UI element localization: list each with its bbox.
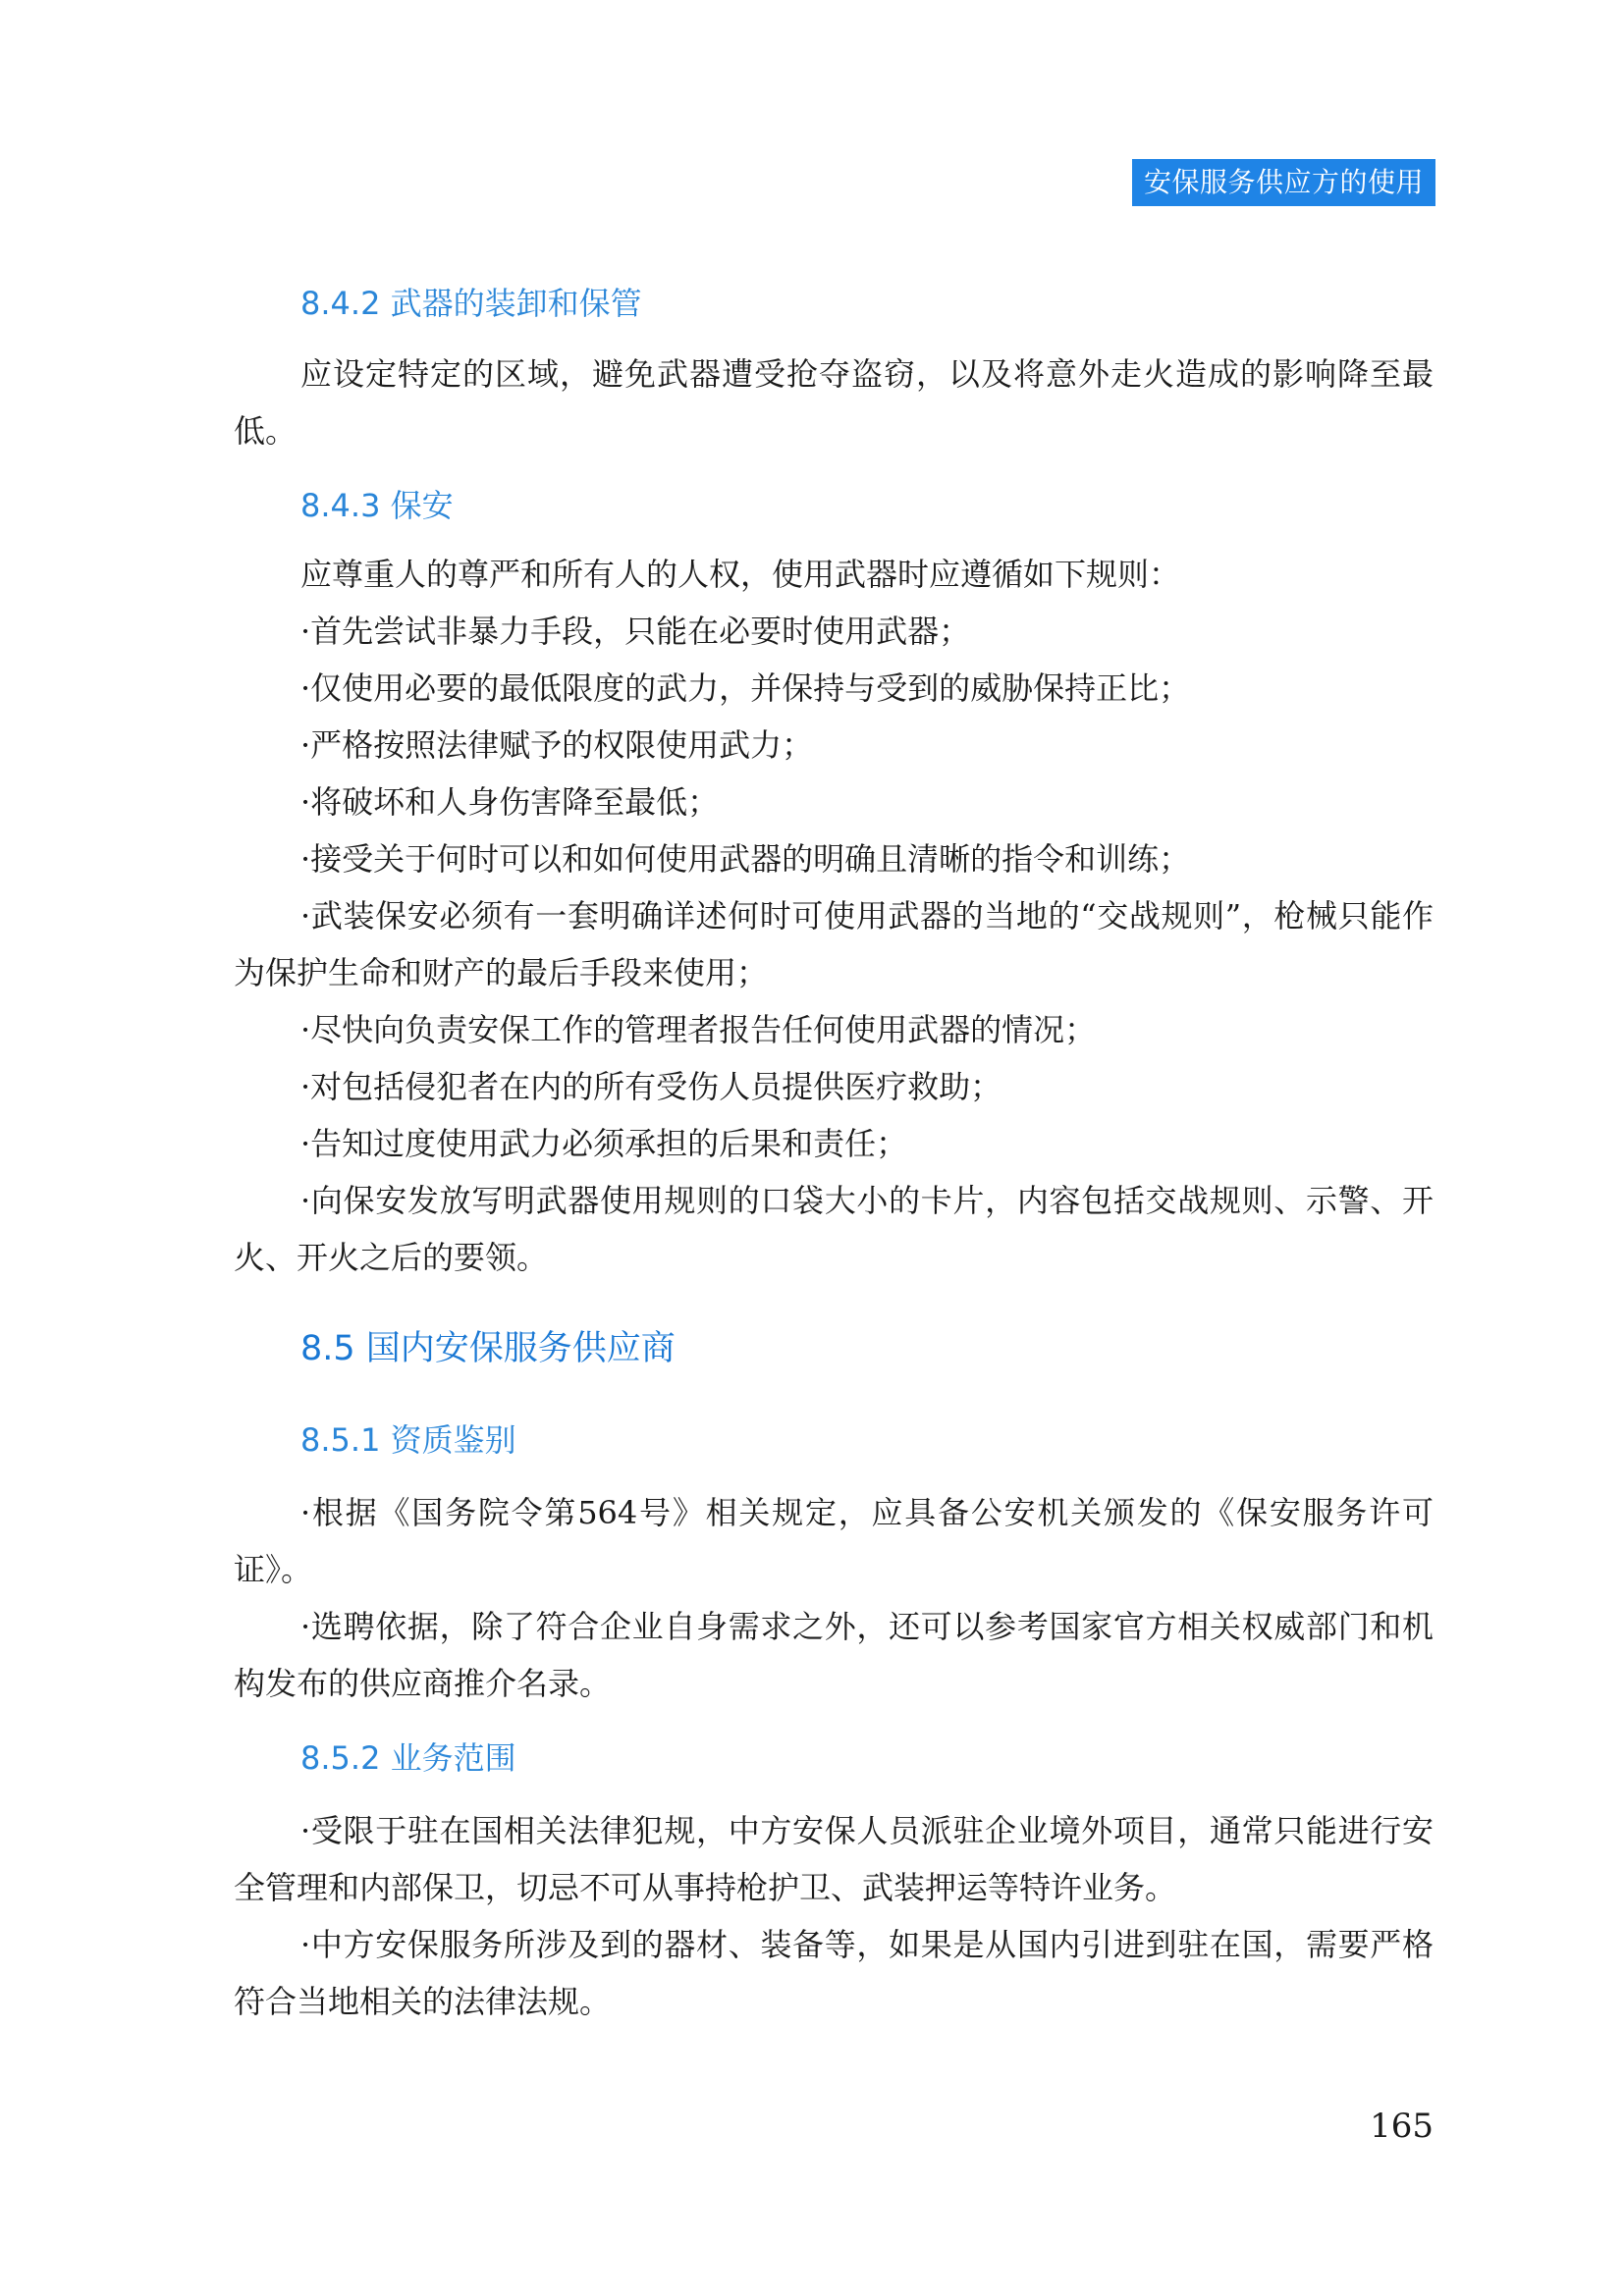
section-heading-8-5-1: 8.5.1 资质鉴别 [300,1421,516,1459]
paragraph-8-5-1-selection: ·选聘依据，除了符合企业自身需求之外，还可以参考国家官方相关权威部门和机构发布的供应商推介名录。 [234,1608,1434,1702]
rule-item: ·严格按照法律赋予的权限使用武力； [300,726,814,764]
rule-item: ·武装保安必须有一套明确详述何时可使用武器的当地的“交战规则”，枪械只能作为保护生命和财产的最后手段来使用； [234,897,1434,991]
chapter-header-tag: 安保服务供应方的使用 [1132,159,1435,206]
rule-item: ·接受关于何时可以和如何使用武器的明确且清晰的指令和训练； [300,840,1191,878]
page-number: 165 [1370,2107,1434,2146]
rule-item: ·仅使用必要的最低限度的武力，并保持与受到的威胁保持正比； [300,669,1191,707]
rule-item: ·将破坏和人身伤害降至最低； [300,783,720,821]
rule-item: ·向保安发放写明武器使用规则的口袋大小的卡片，内容包括交战规则、示警、开火、开火之后的要领。 [234,1182,1434,1276]
rule-item: ·尽快向负责安保工作的管理者报告任何使用武器的情况； [300,1011,1097,1048]
paragraph-8-4-2: 应设定特定的区域，避免武器遭受抢夺盗窃，以及将意外走火造成的影响降至最低。 [234,355,1434,450]
paragraph-8-5-2-scope: ·受限于驻在国相关法律犯规，中方安保人员派驻企业境外项目，通常只能进行安全管理和内部保卫，切忌不可从事持枪护卫、武装押运等特许业务。 [234,1812,1434,1906]
rule-item: ·对包括侵犯者在内的所有受伤人员提供医疗救助； [300,1068,1002,1105]
paragraph-8-5-1-license: ·根据《国务院令第564号》相关规定，应具备公安机关颁发的《保安服务许可证》。 [234,1494,1434,1588]
paragraph-8-4-3-intro: 应尊重人的尊严和所有人的人权，使用武器时应遵循如下规则： [300,556,1181,593]
section-heading-8-5: 8.5 国内安保服务供应商 [300,1329,676,1368]
section-heading-8-4-2: 8.4.2 武器的装卸和保管 [300,285,642,322]
rule-item: ·告知过度使用武力必须承担的后果和责任； [300,1125,908,1162]
paragraph-8-5-2-equipment: ·中方安保服务所涉及到的器材、装备等，如果是从国内引进到驻在国，需要严格符合当地相关的法律法规。 [234,1926,1434,2020]
section-heading-8-5-2: 8.5.2 业务范围 [300,1739,516,1777]
section-heading-8-4-3: 8.4.3 保安 [300,487,454,524]
rule-item: ·首先尝试非暴力手段，只能在必要时使用武器； [300,613,971,650]
